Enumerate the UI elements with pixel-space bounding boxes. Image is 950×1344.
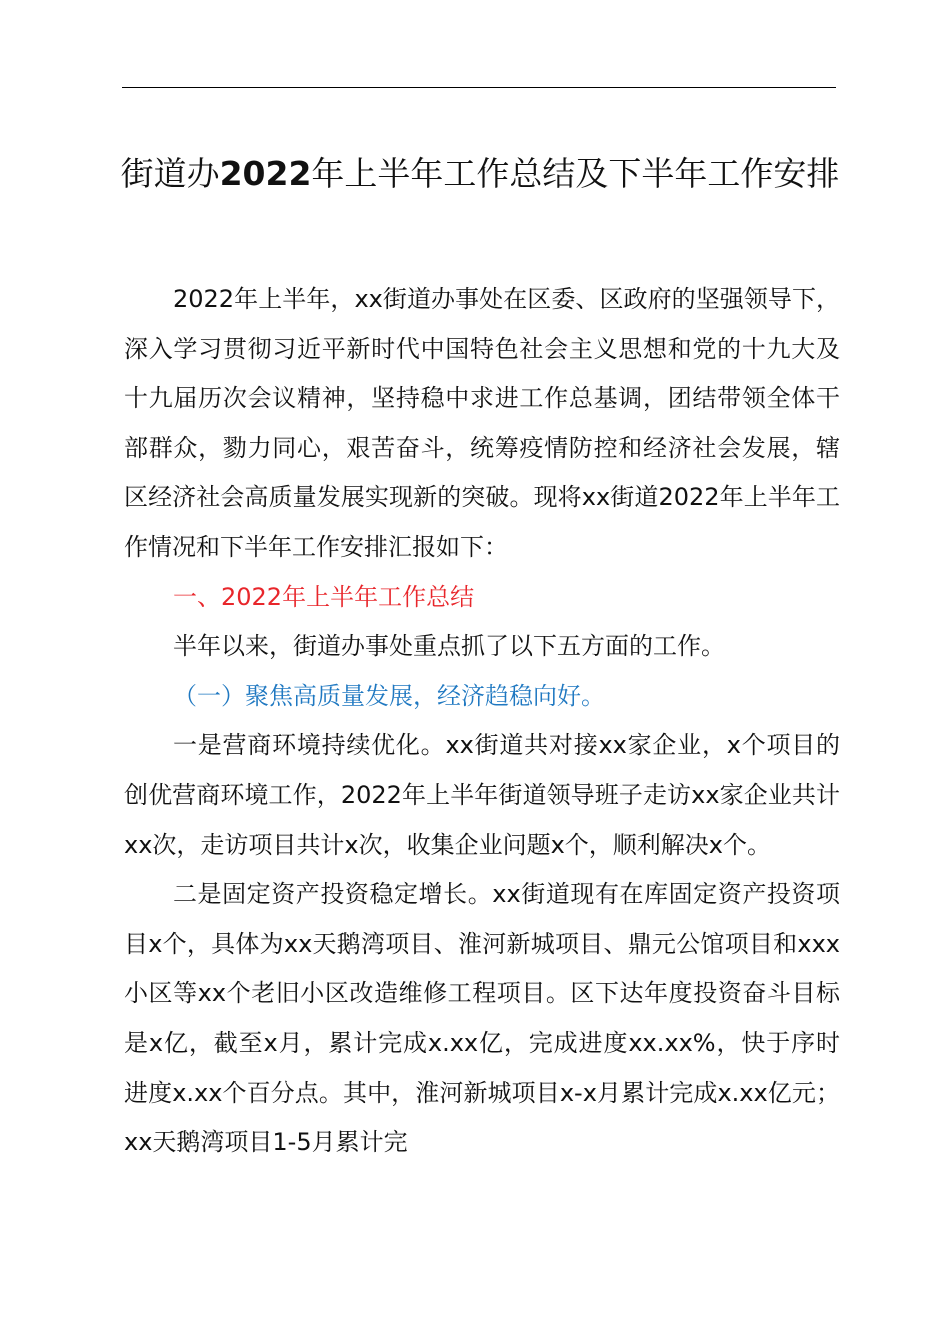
subsection-heading: （一）聚焦高质量发展，经济趋稳向好。	[173, 681, 605, 710]
header-rule	[122, 87, 836, 88]
title-year: 2022	[219, 154, 312, 193]
intro-paragraph: 2022年上半年，xx街道办事处在区委、区政府的坚强领导下，深入学习贯彻习近平新时代中国特色社会主义思想和党的十九大及十九届历次会议精神，坚持稳中求进工作总基调，团结带领全体干部群众，勠力同心，艰苦奋斗，统筹疫情防控和经济社会发展，辖区经济社会高质量发展实现新的突破。现将xx街道2022年上半年工作情况和下半年工作安排汇报如下：	[124, 285, 840, 561]
business-environment-paragraph: 一是营商环境持续优化。xx街道共对接xx家企业，x个项目的创优营商环境工作，2022年上半年街道领导班子走访xx家企业共计xx次，走访项目共计x次，收集企业问题x个，顺利解决x个。	[124, 731, 840, 859]
title-prefix: 街道办	[120, 154, 220, 193]
document-title	[110, 148, 850, 200]
section-heading: 一、2022年上半年工作总结	[173, 582, 475, 611]
fixed-asset-investment-paragraph: 二是固定资产投资稳定增长。xx街道现有在库固定资产投资项目x个，具体为xx天鹅湾项目、淮河新城项目、鼎元公馆项目和xxx小区等xx个老旧小区改造维修工程项目。区下达年度投资奋斗目标是x亿，截至x月，累计完成x.xx亿，完成进度xx.xx%，快于序时进度x.xx个百分点。其中，淮河新城项目x-x月累计完成x.xx亿元；xx天鹅湾项目1-5月累计完	[124, 880, 840, 1157]
section-intro-paragraph: 半年以来，街道办事处重点抓了以下五方面的工作。	[173, 632, 725, 661]
title-suffix: 年上半年工作总结及下半年工作安排	[311, 154, 840, 193]
document-body	[124, 275, 840, 1168]
